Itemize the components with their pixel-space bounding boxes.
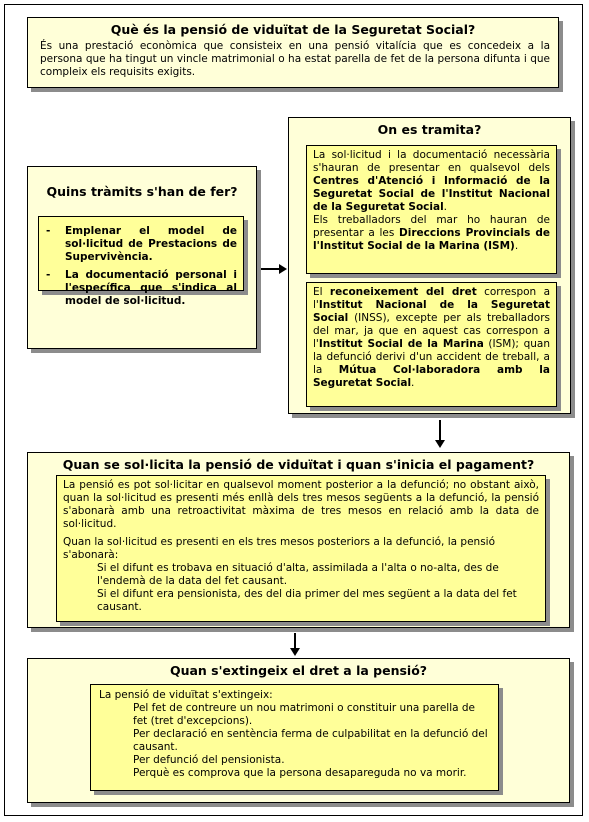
- extingeix-item-1: Pel fet de contreure un nou matrimoni o constituir una parella de fet (tret d'excepcions).: [133, 702, 476, 727]
- arrow-down-2-line: [294, 633, 296, 648]
- extingeix-item-4: Perquè es comprova que la persona desapareguda no va morir.: [133, 767, 467, 779]
- reconeixement-label: reconeixement del dret: [329, 286, 477, 298]
- on-tramita-p2-t4: (ISM); quan la defunció derivi d'un accident de treball, a la: [313, 338, 550, 376]
- list-item: - Emplenar el model de sol·licitud de Prestacions de Supervivència.: [46, 225, 237, 263]
- on-tramita-p2-t5: .: [411, 377, 415, 389]
- arrow-right-line: [261, 268, 279, 270]
- centres-atencio-label: Centres d'Atenció i Informació de la Seguretat Social de l'Institut Nacional de la Seguretat Social: [313, 175, 550, 213]
- arrow-right-head: [279, 264, 287, 274]
- direccions-provincials-label: Direccions Provincials de l'Institut Social de la Marina (ISM): [313, 227, 550, 252]
- on-tramita-panel-2: [306, 282, 557, 407]
- on-tramita-p2-t3: (INSS), excepte per als treballadors del mar, ja que en aquest cas correspon a l': [313, 312, 550, 350]
- on-tramita-p1-t1: La sol·licitud i la documentació necessària s'hauran de presentar en qualsevol dels: [313, 149, 550, 174]
- quan-sol-p2: Quan la sol·licitud es presenti en els tres mesos posteriors a la defunció, la pensió s'abonarà:: [63, 536, 496, 561]
- extingeix-title: Quan s'extingeix el dret a la pensió?: [169, 663, 428, 678]
- arrow-down-1-line: [439, 420, 441, 440]
- quan-sol-item-2: Si el difunt era pensionista, des del dia primer del mes següent a la data del fet causant.: [97, 588, 517, 613]
- on-tramita-p1-t3: Els treballadors del mar ho hauran de presentar a les: [313, 214, 550, 239]
- tramits-box: [27, 166, 257, 349]
- on-tramita-p1-t4: .: [514, 240, 519, 252]
- on-tramita-p2-t2: correspon a l': [313, 286, 550, 311]
- tramits-list: [38, 216, 244, 307]
- quan-sol-item-1: Si el difunt es trobava en situació d'alta, assimilada a l'alta o no-alta, des de l'endemà de la data del fet causant.: [97, 562, 499, 587]
- on-tramita-title: On es tramita?: [377, 122, 482, 137]
- extingeix-item-3: Per defunció del pensionista.: [133, 754, 285, 766]
- arrow-down-2-head: [290, 648, 300, 656]
- list-item: - La documentació personal i l'específica que s'indica al model de sol·licitud.: [46, 269, 237, 307]
- on-tramita-p1-t2: .: [443, 201, 448, 213]
- tramits-item-1: Emplenar el model de sol·licitud de Prestacions de Supervivència.: [65, 225, 237, 263]
- quan-sol-panel: [56, 475, 546, 622]
- mutua-label: Mútua Col·laboradora amb la Seguretat Social: [313, 364, 550, 389]
- que-es-text: És una prestació econòmica que consisteix en una pensió vitalícia que es concedeix a la persona que ha tingut un vincle matrimonial o ha estat parella de fet de la persona difunta i que compleix els requisits exigits.: [40, 40, 550, 78]
- quan-sol-title: Quan se sol·licita la pensió de viduïtat i quan s'inicia el pagament?: [62, 457, 535, 472]
- extingeix-box: [27, 658, 570, 803]
- extingeix-intro: La pensió de viduïtat s'extingeix:: [99, 689, 273, 701]
- tramits-item-2: La documentació personal i l'específica que s'indica al model de sol·licitud.: [65, 269, 237, 307]
- inss-label: Institut Nacional de la Seguretat Social: [313, 299, 550, 324]
- on-tramita-box: [288, 117, 571, 414]
- arrow-down-1-head: [435, 440, 445, 448]
- que-es-box: [27, 17, 559, 88]
- ism-label: Institut Social de la Marina: [318, 338, 484, 350]
- extingeix-panel: [90, 684, 499, 791]
- tramits-title: Quins tràmits s'han de fer?: [46, 184, 238, 199]
- extingeix-item-2: Per declaració en sentència ferma de culpabilitat en la defunció del causant.: [133, 728, 488, 753]
- on-tramita-panel-1: [306, 145, 557, 274]
- quan-sol-box: [27, 452, 570, 628]
- on-tramita-p2-t1: El: [313, 286, 330, 298]
- quan-sol-p1: La pensió es pot sol·licitar en qualsevol moment posterior a la defunció; no obstant això, quan la sol·licitud es presenti més enllà dels tres mesos següents a la defunció, la pensió s'abonarà amb una retroactivitat màxima de tres mesos en relació amb la data de sol·licitud.: [63, 479, 539, 530]
- que-es-title: Què és la pensió de viduïtat de la Seguretat Social?: [110, 22, 476, 37]
